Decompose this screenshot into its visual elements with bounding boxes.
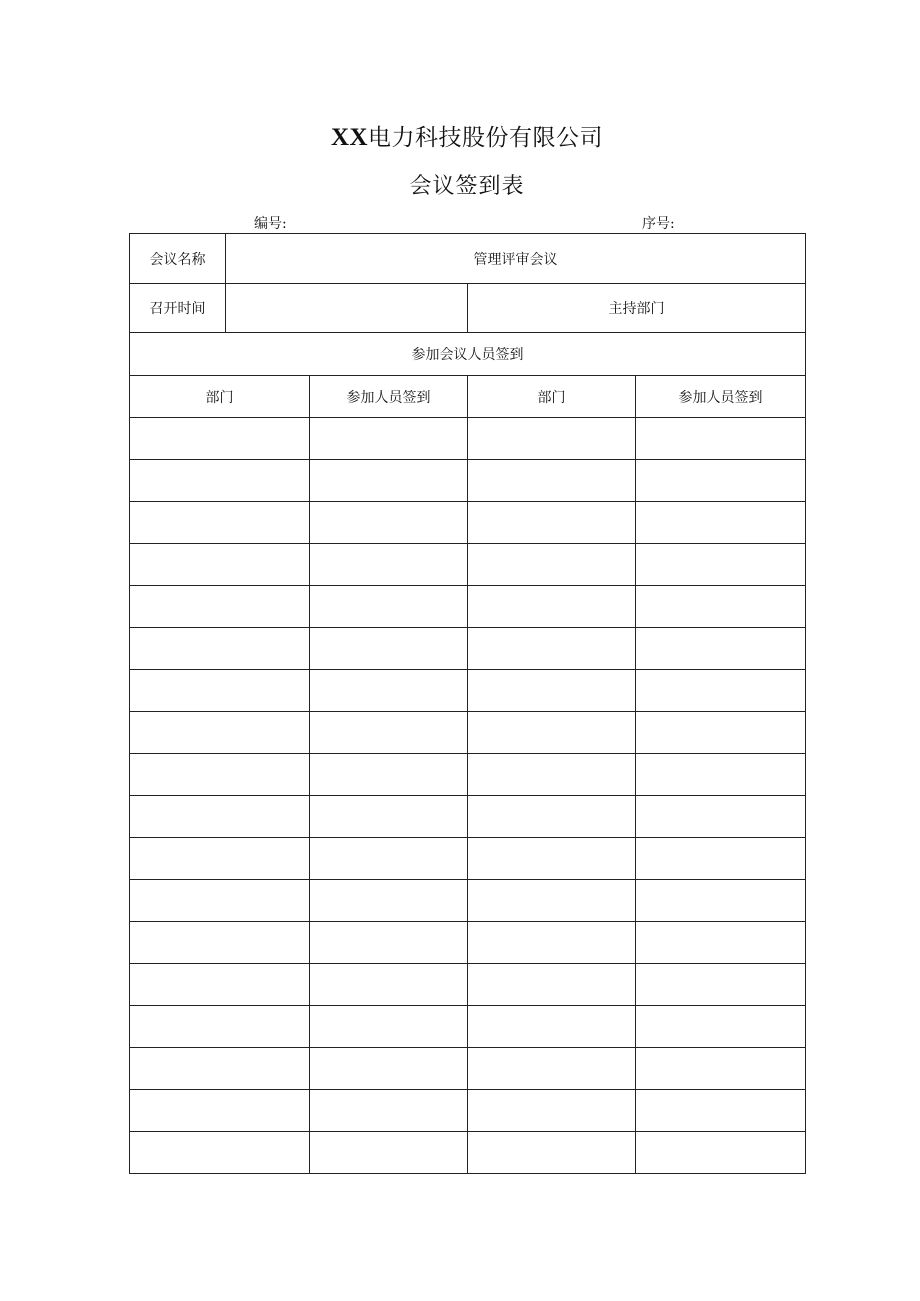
signature-cell[interactable] (636, 796, 806, 838)
department-cell[interactable] (468, 670, 636, 712)
signature-cell[interactable] (636, 1132, 806, 1174)
sign-in-row (130, 712, 806, 754)
signature-cell[interactable] (310, 880, 468, 922)
department-cell[interactable] (130, 1132, 310, 1174)
sign-in-row (130, 1048, 806, 1090)
department-cell[interactable] (468, 838, 636, 880)
signature-cell[interactable] (636, 460, 806, 502)
signature-cell[interactable] (310, 586, 468, 628)
department-cell[interactable] (468, 712, 636, 754)
department-cell[interactable] (468, 922, 636, 964)
sign-in-row (130, 1132, 806, 1174)
department-cell[interactable] (130, 1090, 310, 1132)
sign-in-row (130, 418, 806, 460)
signature-cell[interactable] (310, 796, 468, 838)
department-cell[interactable] (468, 1048, 636, 1090)
signature-cell[interactable] (310, 418, 468, 460)
signature-cell[interactable] (636, 922, 806, 964)
signature-cell[interactable] (310, 1132, 468, 1174)
signature-cell[interactable] (310, 1048, 468, 1090)
sign-in-row (130, 964, 806, 1006)
department-cell[interactable] (468, 1006, 636, 1048)
signature-cell[interactable] (636, 754, 806, 796)
signature-cell[interactable] (636, 1006, 806, 1048)
signature-cell[interactable] (310, 544, 468, 586)
meeting-name-value[interactable]: 管理评审会议 (226, 234, 806, 284)
department-cell[interactable] (130, 880, 310, 922)
department-cell[interactable] (468, 754, 636, 796)
department-cell[interactable] (130, 628, 310, 670)
signature-cell[interactable] (636, 586, 806, 628)
department-cell[interactable] (130, 502, 310, 544)
host-department-cell[interactable] (468, 284, 806, 333)
department-cell[interactable] (130, 670, 310, 712)
signature-cell[interactable] (310, 502, 468, 544)
attendance-section-row (130, 333, 806, 376)
department-cell[interactable] (468, 880, 636, 922)
department-cell[interactable] (130, 796, 310, 838)
department-cell[interactable] (468, 418, 636, 460)
sign-in-row (130, 460, 806, 502)
department-cell[interactable] (130, 1006, 310, 1048)
company-prefix: XX (330, 124, 369, 151)
sign-in-row (130, 628, 806, 670)
column-header-department-1: 部门 (130, 376, 310, 418)
column-header-signature-2: 参加人员签到 (636, 376, 806, 418)
signature-cell[interactable] (636, 712, 806, 754)
department-cell[interactable] (130, 838, 310, 880)
sign-in-row (130, 880, 806, 922)
company-name: 电力科技股份有限公司 (368, 125, 604, 151)
sign-in-row (130, 922, 806, 964)
department-cell[interactable] (468, 628, 636, 670)
signature-cell[interactable] (636, 964, 806, 1006)
department-cell[interactable] (130, 544, 310, 586)
signature-cell[interactable] (636, 880, 806, 922)
column-header-signature-1: 参加人员签到 (310, 376, 468, 418)
signature-cell[interactable] (310, 712, 468, 754)
meeting-name-label: 会议名称 (130, 234, 226, 284)
department-cell[interactable] (130, 712, 310, 754)
department-cell[interactable] (130, 418, 310, 460)
signature-cell[interactable] (310, 838, 468, 880)
serial-number-label: 编号: (254, 216, 287, 232)
department-cell[interactable] (468, 460, 636, 502)
signature-cell[interactable] (636, 1048, 806, 1090)
signature-cell[interactable] (310, 754, 468, 796)
sign-in-row (130, 1006, 806, 1048)
sequence-number-label: 序号: (642, 216, 675, 232)
department-cell[interactable] (468, 796, 636, 838)
signature-cell[interactable] (310, 460, 468, 502)
department-cell[interactable] (130, 754, 310, 796)
host-department-label: 主持部门 (608, 301, 665, 317)
meeting-name-row (130, 234, 806, 284)
sign-in-row (130, 586, 806, 628)
signature-cell[interactable] (636, 418, 806, 460)
signature-cell[interactable] (310, 964, 468, 1006)
department-cell[interactable] (468, 964, 636, 1006)
signature-cell[interactable] (310, 922, 468, 964)
form-title: 会议签到表 (409, 174, 525, 199)
sign-in-row (130, 754, 806, 796)
company-title (0, 122, 920, 154)
sign-in-row (130, 544, 806, 586)
meeting-time-label: 召开时间 (130, 284, 226, 333)
sign-in-row (130, 670, 806, 712)
department-cell[interactable] (130, 964, 310, 1006)
department-cell[interactable] (130, 1048, 310, 1090)
sign-in-row (130, 502, 806, 544)
department-cell[interactable] (468, 544, 636, 586)
column-header-department-2: 部门 (468, 376, 636, 418)
signature-cell[interactable] (636, 502, 806, 544)
department-cell[interactable] (468, 502, 636, 544)
sign-in-row (130, 796, 806, 838)
department-cell[interactable] (130, 586, 310, 628)
department-cell[interactable] (130, 460, 310, 502)
signature-cell[interactable] (310, 628, 468, 670)
department-cell[interactable] (130, 922, 310, 964)
sign-in-table (129, 233, 806, 1174)
sign-in-row (130, 838, 806, 880)
signature-cell[interactable] (636, 670, 806, 712)
sign-in-row (130, 1090, 806, 1132)
signature-cell[interactable] (310, 1090, 468, 1132)
meeting-time-value[interactable] (226, 284, 468, 333)
signature-cell[interactable] (636, 544, 806, 586)
signature-cell[interactable] (636, 838, 806, 880)
department-cell[interactable] (468, 586, 636, 628)
signature-cell[interactable] (636, 628, 806, 670)
signature-cell[interactable] (310, 670, 468, 712)
department-cell[interactable] (468, 1132, 636, 1174)
attendance-section-title: 参加会议人员签到 (130, 333, 806, 376)
department-cell[interactable] (468, 1090, 636, 1132)
attendance-header-row (130, 376, 806, 418)
signature-cell[interactable] (310, 1006, 468, 1048)
signature-cell[interactable] (636, 1090, 806, 1132)
meeting-time-row (130, 284, 806, 333)
